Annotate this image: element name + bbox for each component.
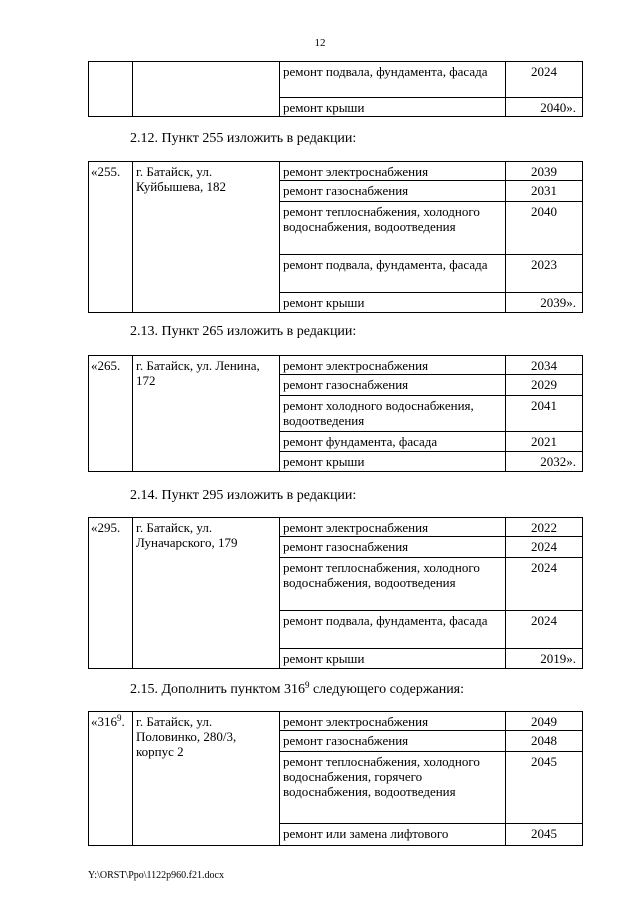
work-type-cell: ремонт крыши	[280, 98, 506, 117]
item-number: «265.	[91, 358, 121, 373]
address-cell: г. Батайск, ул. Куйбышева, 182	[133, 162, 280, 313]
address-cell: г. Батайск, ул. Половинко, 280/3, корпус 2	[133, 712, 280, 846]
table-row	[89, 62, 583, 98]
address-cell	[133, 62, 280, 117]
year-cell: 2031	[506, 181, 583, 202]
year-cell: 2040».	[506, 98, 583, 117]
heading-superscript: 9	[304, 680, 310, 690]
table-row	[89, 518, 583, 537]
work-type-cell: ремонт холодного водоснабжения, водоотведения	[280, 396, 506, 432]
item-number-tail: .	[121, 714, 125, 729]
work-type-cell: ремонт теплоснабжения, холодного водоснабжения, водоотведения	[280, 202, 506, 255]
footer-file-path: Y:\ORST\Ppo\1122p960.f21.docx	[88, 870, 224, 881]
item-number-cell	[89, 518, 133, 669]
year-cell: 2023	[506, 255, 583, 293]
year-cell: 2040	[506, 202, 583, 255]
housing-repair-table	[88, 517, 583, 669]
work-type-cell: ремонт газоснабжения	[280, 537, 506, 558]
year-cell: 2048	[506, 731, 583, 752]
work-type-cell: ремонт крыши	[280, 649, 506, 669]
item-number: «255.	[91, 164, 121, 179]
work-type-cell: ремонт газоснабжения	[280, 181, 506, 202]
work-type-cell: ремонт электроснабжения	[280, 712, 506, 731]
item-number-cell	[89, 62, 133, 117]
housing-repair-table	[88, 711, 583, 846]
heading-text: 2.14. Пункт 295 изложить в редакции:	[130, 488, 357, 503]
housing-repair-table	[88, 61, 583, 117]
work-type-cell: ремонт теплоснабжения, холодного водоснабжения, горячего водоснабжения, водоотведения	[280, 752, 506, 824]
address-cell: г. Батайск, ул. Луначарского, 179	[133, 518, 280, 669]
year-cell: 2024	[506, 611, 583, 649]
section-heading	[130, 682, 464, 698]
year-cell: 2049	[506, 712, 583, 731]
heading-text: 2.15. Дополнить пунктом 316	[130, 682, 305, 697]
year-cell: 2032».	[506, 452, 583, 472]
item-number: «316	[91, 714, 117, 729]
year-cell: 2024	[506, 537, 583, 558]
work-type-cell: ремонт электроснабжения	[280, 518, 506, 537]
item-number: «295.	[91, 520, 121, 535]
work-type-cell: ремонт подвала, фундамента, фасада	[280, 255, 506, 293]
year-cell: 2024	[506, 558, 583, 611]
section-heading	[130, 324, 356, 340]
work-type-cell: ремонт газоснабжения	[280, 731, 506, 752]
year-cell: 2029	[506, 375, 583, 396]
work-type-cell: ремонт подвала, фундамента, фасада	[280, 611, 506, 649]
housing-repair-table	[88, 161, 583, 313]
table-row	[89, 162, 583, 181]
heading-text: 2.13. Пункт 265 изложить в редакции:	[130, 324, 357, 339]
year-cell: 2039».	[506, 293, 583, 313]
table-row	[89, 356, 583, 375]
item-number-superscript: 9	[117, 713, 122, 723]
year-cell: 2024	[506, 62, 583, 98]
work-type-cell: ремонт теплоснабжения, холодного водоснабжения, водоотведения	[280, 558, 506, 611]
heading-text: 2.12. Пункт 255 изложить в редакции:	[130, 131, 357, 146]
year-cell: 2019».	[506, 649, 583, 669]
page-number: 12	[314, 37, 326, 49]
item-number-cell	[89, 162, 133, 313]
work-type-cell: ремонт крыши	[280, 293, 506, 313]
year-cell: 2022	[506, 518, 583, 537]
address-cell: г. Батайск, ул. Ленина, 172	[133, 356, 280, 472]
table-row	[89, 712, 583, 731]
year-cell: 2039	[506, 162, 583, 181]
work-type-cell: ремонт электроснабжения	[280, 162, 506, 181]
section-heading	[130, 488, 356, 504]
year-cell: 2021	[506, 432, 583, 452]
year-cell: 2034	[506, 356, 583, 375]
work-type-cell: ремонт крыши	[280, 452, 506, 472]
work-type-cell: ремонт фундамента, фасада	[280, 432, 506, 452]
item-number-cell	[89, 712, 133, 846]
section-heading	[130, 131, 356, 147]
heading-text-tail: следующего содержания:	[309, 682, 465, 697]
year-cell: 2045	[506, 752, 583, 824]
work-type-cell: ремонт электроснабжения	[280, 356, 506, 375]
work-type-cell: ремонт подвала, фундамента, фасада	[280, 62, 506, 98]
housing-repair-table	[88, 355, 583, 472]
year-cell: 2045	[506, 824, 583, 846]
work-type-cell: ремонт газоснабжения	[280, 375, 506, 396]
work-type-cell: ремонт или замена лифтового	[280, 824, 506, 846]
item-number-cell	[89, 356, 133, 472]
year-cell: 2041	[506, 396, 583, 432]
